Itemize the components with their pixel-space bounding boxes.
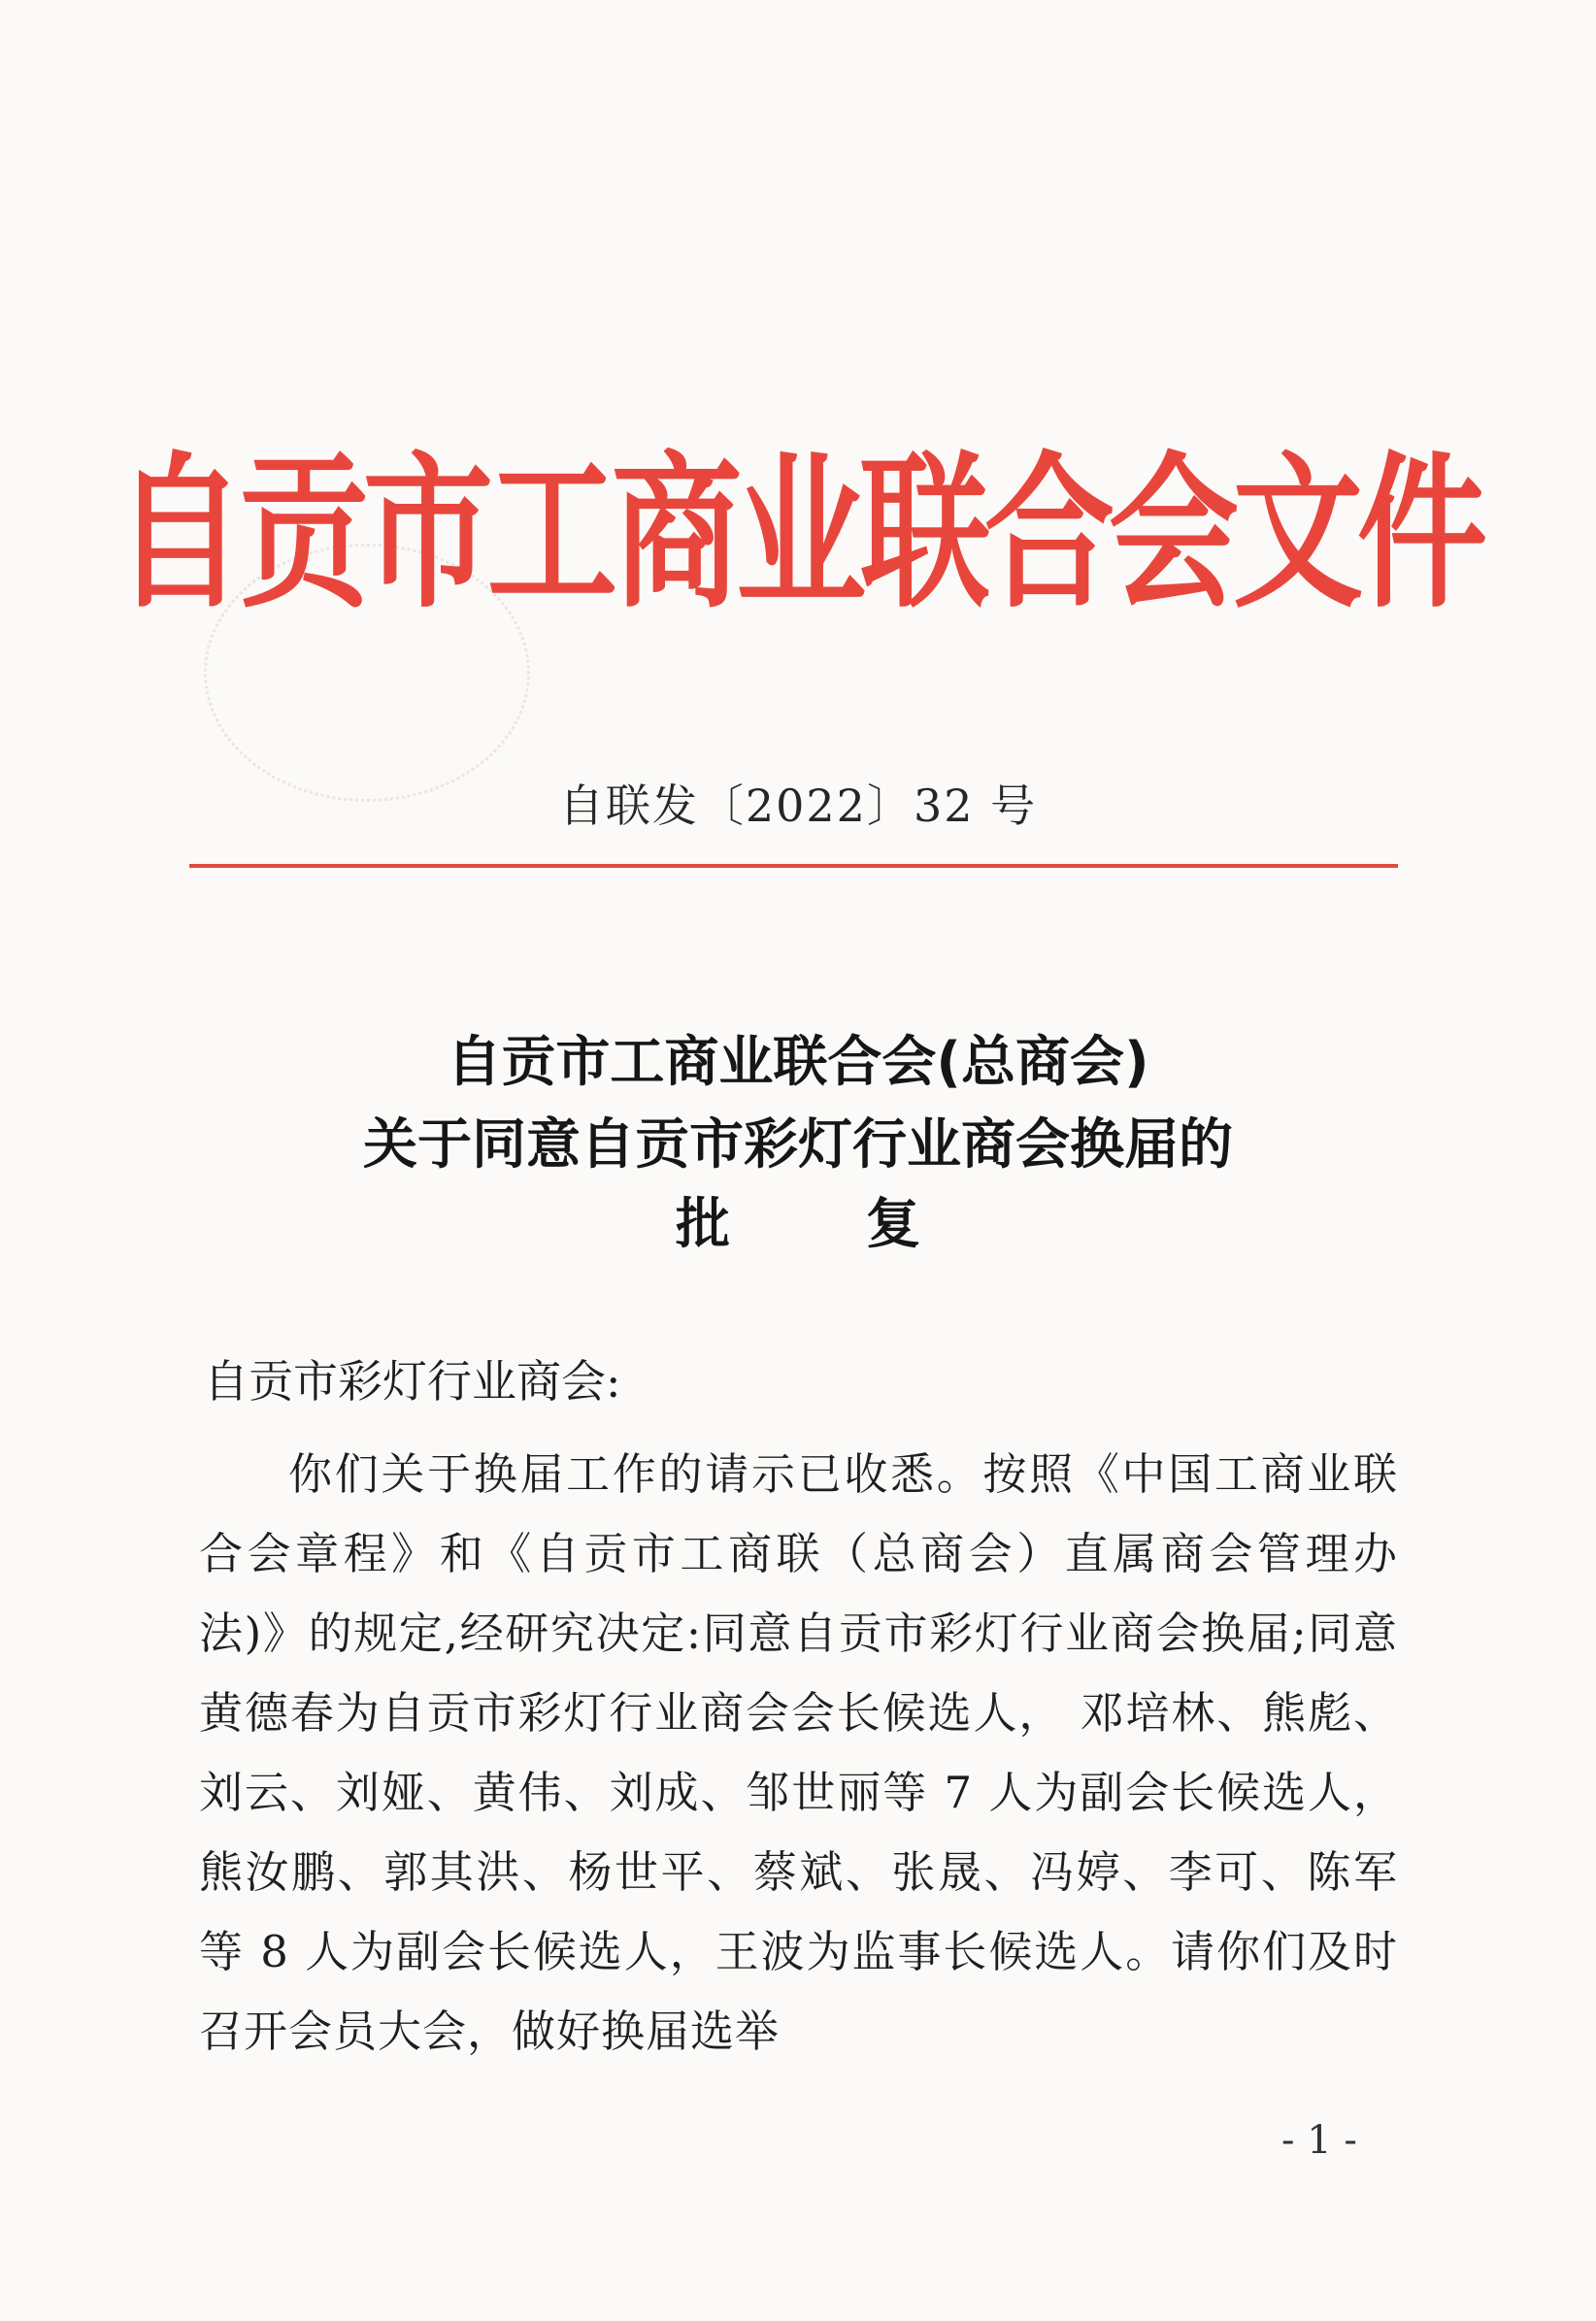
title-line-3 (0, 1186, 1596, 1264)
document-masthead: 自贡市工商业联合会文件 (114, 437, 1481, 631)
body-paragraph: 你们关于换届工作的请示已收悉。按照《中国工商业联合会章程》和《自贡市工商联（总商会）直属商会管理办法)》的规定,经研究决定:同意自贡市彩灯行业商会换届;同意黄德春为自贡市彩灯行业商会会长候选人， 邓培林、熊彪、刘云、刘娅、黄伟、刘成、邹世丽等 7 人为副会长候选人，熊汝鹏、郭其洪、杨世平、蔡斌、张晟、冯婷、李可、陈军等 8 人为副会长候选人，王波为监事长候选人。请你们及时召开会员大会，做好换届选举 (199, 1448, 1398, 2057)
page-number: - 1 - (1281, 2118, 1357, 2163)
title-line-2: 关于同意自贡市彩灯行业商会换届的 (363, 1113, 1233, 1177)
salutation: 自贡市彩灯行业商会: (204, 1355, 621, 1408)
document-number: 自联发〔2022〕32 号 (558, 779, 1038, 832)
title-line-1: 自贡市工商业联合会(总商会) (447, 1031, 1149, 1094)
title-char-right: 复 (866, 1193, 920, 1256)
red-divider-line (189, 864, 1398, 868)
title-char-left: 批 (676, 1193, 730, 1256)
